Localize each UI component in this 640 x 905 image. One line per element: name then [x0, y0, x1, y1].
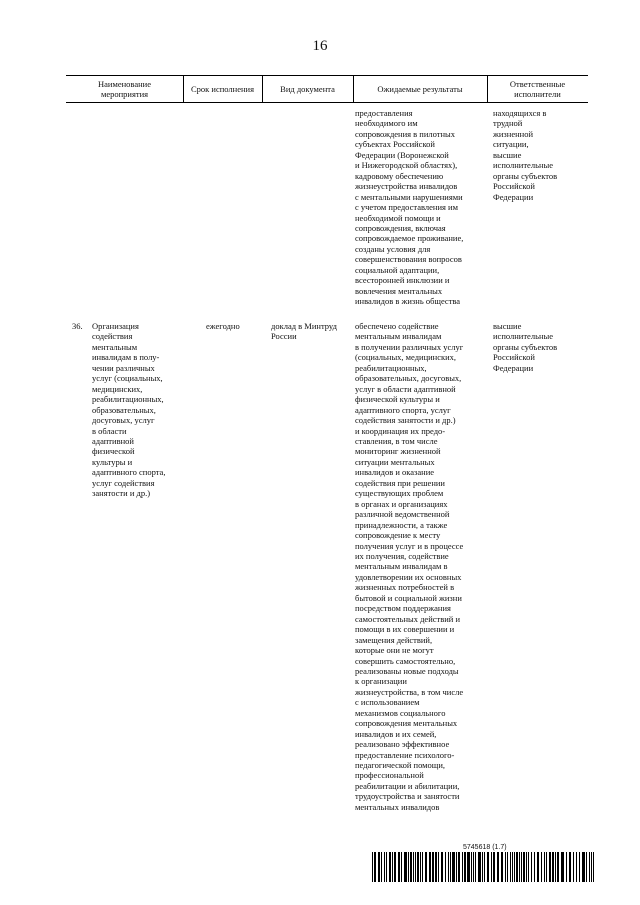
row-responsible: высшие исполнительные органы субъектов Российской Федерации — [493, 321, 558, 373]
row-number: 36. — [72, 321, 83, 331]
page-number: 16 — [312, 38, 328, 54]
row-name: Организация содействия ментальным инвалидам в полу- чении различных услуг (социальных, медицинских, реабилитационных, образовательных, досуговых, услуг в области адаптивной физической культуры и адаптивного спорта, услуг содействия занятости и др.) — [92, 321, 166, 499]
header-document: Вид документа — [280, 83, 335, 94]
table-header — [66, 75, 588, 103]
row-results: обеспечено содействие ментальным инвалидам в получении различных услуг (социальных, медицинских, реабилитационных, образовательных, досуговых, услуг в области адаптивной физической культуры и адаптивного спорта, услуг содействия занятости и др.) и координация их предо- ставления, в том числе мониторинг жизненной ситуации ментальных инвалидов и оказание содействия при решении существующих проблем в органах и организациях различной ведомственной принадлежности, а также сопровождение к месту получения услуг и в процессе их получения, содействие ментальным инвалидам в удовлетворении их основных жизненных потребностей в бытовой и социальной жизни посредством поддержания самостоятельных действий и помощи в их совершении и замещения действий, которые они не могут совершить самостоятельно, реализованы новые подходы к организации жизнеустройства, в том числе с использованием механизмов социального сопровождения ментальных инвалидов и их семей, реализовано эффективное предоставление психолого- педагогической помощи, профессиональной реабилитации и абилитации, трудоустройства и занятости ментальных инвалидов — [355, 321, 464, 812]
continuation-results: предоставления необходимого им сопровождения в пилотных субъектах Российской Федерации (Воронежской и Нижегородской областях), кадровому обеспечению жизнеустройства инвалидов с ментальными нарушениями с учетом предоставления им необходимой помощи и сопровождения, включая сопровождаемое проживание, созданы условия для совершенствования вопросов социальной адаптации, всесторонней инклюзии и вовлечения ментальных инвалидов в жизнь общества — [355, 108, 464, 307]
header-results: Ожидаемые результаты — [377, 83, 463, 94]
barcode-icon — [372, 852, 594, 882]
header-name: Наименование мероприятия — [98, 78, 151, 99]
continuation-responsible: находящихся в трудной жизненной ситуации, высшие исполнительные органы субъектов Российской Федерации — [493, 108, 558, 202]
header-responsible: Ответственные исполнители — [509, 78, 566, 99]
row-deadline: ежегодно — [206, 321, 240, 331]
header-deadline: Срок исполнения — [190, 83, 254, 94]
barcode-number: 5745618 (1.7) — [463, 844, 507, 851]
row-document-type: доклад в Минтруд России — [271, 321, 337, 342]
